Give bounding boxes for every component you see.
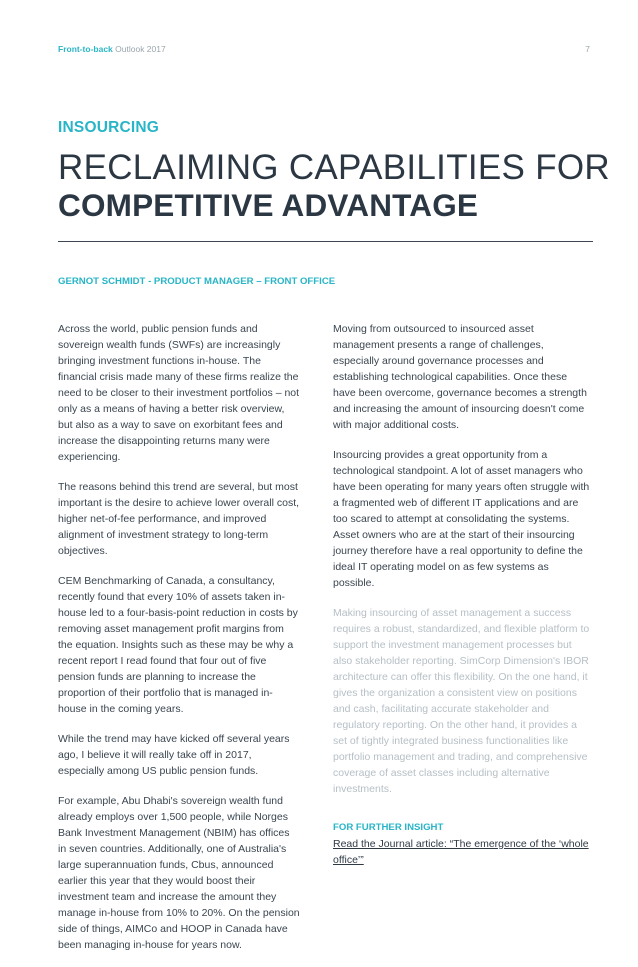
page-title-line1: RECLAIMING CAPABILITIES FOR xyxy=(58,148,611,187)
further-insight xyxy=(333,822,591,868)
author-byline: GERNOT SCHMIDT - PRODUCT MANAGER – FRONT OFFICE xyxy=(58,276,336,287)
right-column xyxy=(333,321,591,811)
section-label: INSOURCING xyxy=(58,119,160,136)
page-title-line2: COMPETITIVE ADVANTAGE xyxy=(58,187,479,223)
page-number: 7 xyxy=(585,44,590,54)
body-paragraph: CEM Benchmarking of Canada, a consultancy, recently found that every 10% of assets taken in-house led to a four-basis-point reduction in costs by removing asset management profit margins from the equation. Insights such as these may be why a recent report I read found that four out of five pension funds are planning to increase the proportion of their portfolio that is managed in-house in the coming years. xyxy=(58,575,298,715)
title-divider xyxy=(58,241,593,242)
running-header xyxy=(58,44,166,54)
muted-paragraph: Making insourcing of asset management a success requires a robust, standardized, and flexible platform to support the investment management processes but also stakeholder reporting. SimCorp Dimension's IBOR architecture can offer this flexibility. On the one hand, it gives the organization a consistent view on positions and cash, facilitating accurate stakeholder and regulatory reporting. On the other hand, it provides a set of tightly integrated business functionalities like portfolio management and trading, and comprehensive coverage of asset classes including alternative investments. xyxy=(333,607,590,795)
body-paragraph: Insourcing provides a great opportunity from a technological standpoint. A lot of asset managers who have been operating for many years often struggle with a fragmented web of different IT applications and are too scared to attempt at consolidating the systems. Asset owners who are at the start of their insourcing journey therefore have a real opportunity to define the ideal IT operating model on as few systems as possible. xyxy=(333,449,590,589)
body-paragraph: Moving from outsourced to insourced asset management presents a range of challenges, especially around governance processes and establishing technological capabilities. Once these have been overcome, governance becomes a strength and increasing the amount of insourcing doesn't come with major additional costs. xyxy=(333,323,587,431)
body-paragraph: The reasons behind this trend are several, but most important is the desire to achieve lower overall cost, higher net-of-fee performance, and improved alignment of investment strategy to long-term objectives. xyxy=(58,481,300,557)
further-insight-label: FOR FURTHER INSIGHT xyxy=(333,822,444,833)
body-paragraph: For example, Abu Dhabi's sovereign wealth fund already employs over 1,500 people, while Norges Bank Investment Management (NBIM) has offices in seven countries. Additionally, one of Australia's large superannuation funds, Cbus, announced earlier this year that they would boost their investment team and increase the amount they manage in-house from 10% to 20%. On the pension side of things, AIMCo and HOOP in Canada have been managing in-house for years now. xyxy=(58,795,300,951)
header-publication: Outlook 2017 xyxy=(115,44,166,54)
journal-article-link[interactable]: Read the Journal article: “The emergence of the ‘whole office’” xyxy=(333,838,589,866)
body-paragraph: While the trend may have kicked off several years ago, I believe it will really take off in 2017, especially among US public pension funds. xyxy=(58,733,290,777)
header-brand: Front-to-back xyxy=(58,44,113,54)
body-paragraph: Across the world, public pension funds and sovereign wealth funds (SWFs) are increasingly bringing investment functions in-house. The financial crisis made many of these firms realize the need to be closer to their investment portfolios – not only as a means of having a better risk overview, but also as a way to save on exorbitant fees and increase the disappointing returns many were experiencing. xyxy=(58,323,300,463)
left-column xyxy=(58,321,300,967)
